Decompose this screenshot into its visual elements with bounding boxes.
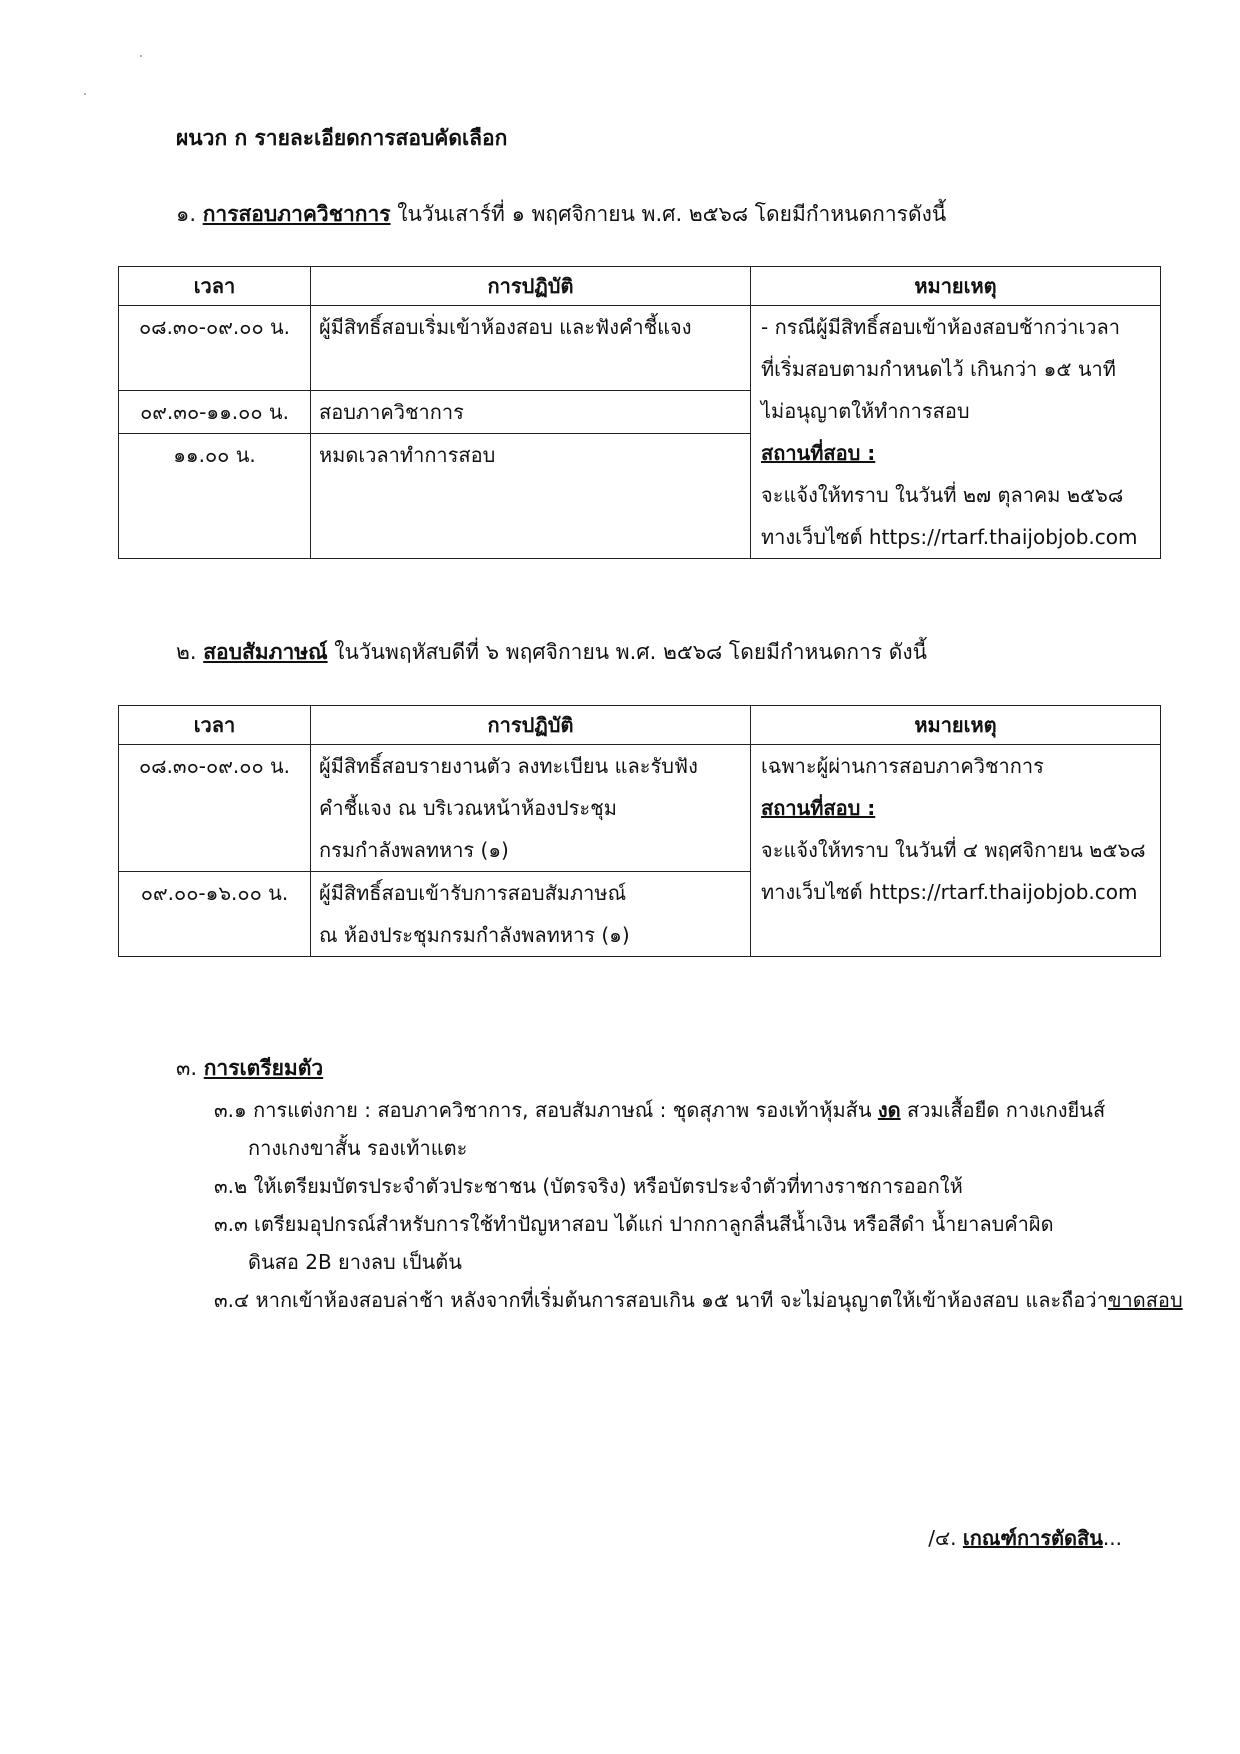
table-row [119,306,1161,391]
header-time: เวลา [119,267,311,306]
exam-location-label: สถานที่สอบ : [761,796,876,820]
note-line: ไม่อนุญาตให้ทำการสอบ [761,399,970,423]
action-cell: หมดเวลาทำการสอบ [311,434,751,559]
header-time: เวลา [119,706,311,745]
note-line: จะแจ้งให้ทราบ ในวันที่ ๒๗ ตุลาคม ๒๕๖๘ [761,483,1124,507]
interview-schedule-table [118,705,1161,957]
prep-item-id-card: ๓.๒ ให้เตรียมบัตรประจำตัวประชาชน (บัตรจริง) หรือบัตรประจำตัวที่ทางราชการออกให้ [214,1174,963,1198]
note-line: ที่เริ่มสอบตามกำหนดไว้ เกินกว่า ๑๕ นาที [761,357,1116,381]
action-cell: สอบภาควิชาการ [311,391,751,434]
time-cell: ๐๘.๓๐-๐๙.๐๐ น. [119,306,311,391]
table-header-row [119,267,1161,306]
table-row [119,745,1161,872]
next-section-link: เกณฑ์การตัดสิน [962,1526,1103,1550]
time-cell: ๑๑.๐๐ น. [119,434,311,559]
action-line: ผู้มีสิทธิ์สอบเข้ารับการสอบสัมภาษณ์ [319,881,627,905]
section-2-title [176,636,927,669]
prep-text: ๓.๔ หากเข้าห้องสอบล่าช้า หลังจากที่เริ่มต้นการสอบเกิน ๑๕ นาที จะไม่อนุญาตให้เข้าห้องสอบ และถือว่า [214,1288,1108,1312]
time-cell: ๐๘.๓๐-๐๙.๐๐ น. [119,745,311,872]
section-2-number: ๒. [176,640,197,664]
section-2-date: ในวันพฤหัสบดีที่ ๖ พฤศจิกายน พ.ศ. ๒๕๖๘ โดยมีกำหนดการ ดังนี้ [327,640,928,664]
action-line: คำชี้แจง ณ บริเวณหน้าห้องประชุม [319,796,617,820]
written-exam-schedule-table [118,266,1161,559]
section-1-heading: การสอบภาควิชาการ [202,202,391,226]
section-2-heading: สอบสัมภาษณ์ [203,640,328,664]
header-action: การปฏิบัติ [311,267,751,306]
prep-item-late-arrival [176,1281,1183,1319]
exam-location-label: สถานที่สอบ : [761,441,876,465]
header-action: การปฏิบัติ [311,706,751,745]
prep-item-continuation: ดินสอ 2B ยางลบ เป็นต้น [248,1250,462,1274]
time-cell: ๐๙.๐๐-๑๖.๐๐ น. [119,872,311,957]
time-cell: ๐๙.๓๐-๑๑.๐๐ น. [119,391,311,434]
section-3-heading: การเตรียมตัว [203,1056,324,1080]
note-cell [751,745,1161,957]
table-header-row [119,706,1161,745]
scan-speck [140,55,142,57]
scan-speck [84,93,86,95]
next-page-reference [928,1522,1122,1554]
section-1-title [176,198,946,231]
prep-item-dress-code [176,1091,1183,1129]
note-line: จะแจ้งให้ทราบ ในวันที่ ๔ พฤศจิกายน ๒๕๖๘ [761,838,1146,862]
header-note: หมายเหตุ [751,267,1161,306]
page-title: ผนวก ก รายละเอียดการสอบคัดเลือก [176,126,508,150]
website-link[interactable]: ทางเว็บไซต์ https://rtarf.thaijobjob.com [761,525,1138,549]
section-1-date: ในวันเสาร์ที่ ๑ พฤศจิกายน พ.ศ. ๒๕๖๘ โดยมีกำหนดการดังนี้ [390,202,947,226]
section-3-title [176,1052,1183,1085]
note-line: - กรณีผู้มีสิทธิ์สอบเข้าห้องสอบช้ากว่าเวลา [761,315,1120,339]
note-cell [751,306,1161,559]
action-cell [311,872,751,957]
prep-text: ๓.๑ การแต่งกาย : สอบภาควิชาการ, สอบสัมภาษณ์ : ชุดสุภาพ รองเท้าหุ้มส้น [214,1098,878,1122]
prep-item-continuation: กางเกงขาสั้น รองเท้าแตะ [248,1136,468,1160]
action-cell [311,745,751,872]
footer-prefix: /๔. [928,1526,963,1550]
header-note: หมายเหตุ [751,706,1161,745]
action-line: กรมกำลังพลทหาร (๑) [319,838,509,862]
prep-item-equipment: ๓.๓ เตรียมอุปกรณ์สำหรับการใช้ทำปัญหาสอบ ได้แก่ ปากกาลูกลื่นสีน้ำเงิน หรือสีดำ น้ำยาลบคำผิด [214,1212,1054,1236]
action-cell: ผู้มีสิทธิ์สอบเริ่มเข้าห้องสอบ และฟังคำชี้แจง [311,306,751,391]
note-line: เฉพาะผู้ผ่านการสอบภาควิชาการ [761,754,1044,778]
action-line: ณ ห้องประชุมกรมกำลังพลทหาร (๑) [319,923,630,947]
section-3-number: ๓. [176,1056,198,1080]
website-link[interactable]: ทางเว็บไซต์ https://rtarf.thaijobjob.com [761,880,1138,904]
section-1-number: ๑. [176,202,197,226]
prep-text: สวมเสื้อยืด กางเกงยีนส์ [900,1098,1106,1122]
absent-emphasis: ขาดสอบ [1107,1288,1183,1312]
action-line: ผู้มีสิทธิ์สอบรายงานตัว ลงทะเบียน และรับฟัง [319,754,698,778]
preparation-section [176,1052,1183,1319]
prohibited-emphasis: งด [877,1098,901,1122]
footer-suffix: ... [1102,1526,1122,1550]
